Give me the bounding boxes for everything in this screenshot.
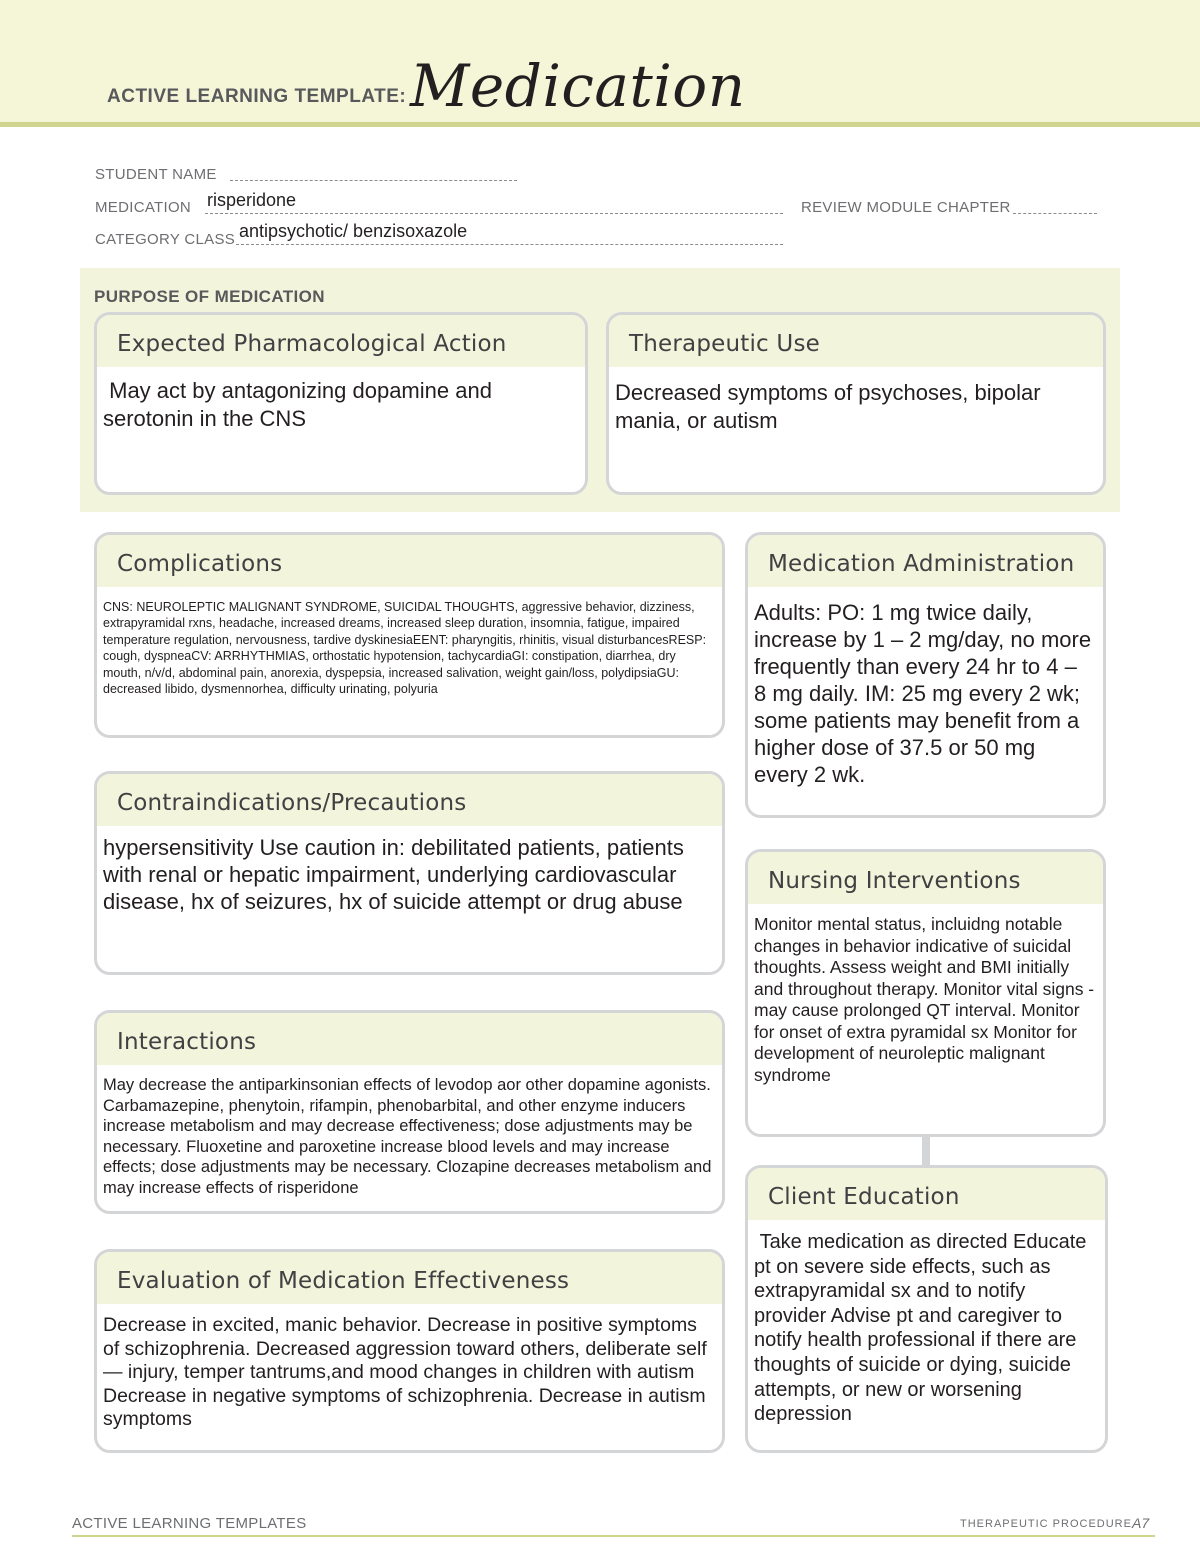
therapeutic-use-box [606,312,1106,495]
purpose-label: PURPOSE OF MEDICATION [94,287,325,306]
nursing-text: Monitor mental status, incluidng notable changes in behavior indicative of suicidal thoughts. Assess weight and BMI initially and throughout therapy. Monitor vital signs - may cause prolonged QT interval. Monitor for onset of extra pyramidal sx Monitor for development of neuroleptic malignant syndrome [754,914,1095,1085]
evaluation-box [94,1249,725,1453]
box-connector [922,1135,930,1165]
therapeutic-use-text: Decreased symptoms of psychoses, bipolar mania, or autism [615,380,1041,433]
page-number: A7 [1132,1515,1150,1531]
nursing-title: Nursing Interventions [748,852,1103,904]
interactions-box [94,1010,725,1214]
administration-title: Medication Administration [748,535,1103,587]
interactions-title: Interactions [97,1013,722,1065]
header-divider [0,122,1200,127]
therapeutic-use-title: Therapeutic Use [609,315,1103,367]
complications-text: CNS: NEUROLEPTIC MALIGNANT SYNDROME, SUICIDAL THOUGHTS, aggressive behavior, dizziness, extrapyramidal rxns, headache, increased dreams, increased sleep duration, insomnia, fatigue, impaired temperature regulation, nervousness, tardive dyskinesiaEENT: pharyngitis, rhinitis, visual disturbancesRESP: cough, dyspneaCV: ARRHYTHMIAS, orthostatic hypotension, tachycardiaGI: constipation, diarrhea, dry mouth, n/v/d, abdominal pain, anorexia, dyspepsia, increased salivation, weight gain/loss, polydipsiaGU: decreased libido, dysmennorhea, difficulty urinating, polyuria [103,600,707,697]
evaluation-title: Evaluation of Medication Effectiveness [97,1252,722,1304]
expected-action-title: Expected Pharmacological Action [97,315,585,367]
review-module-line[interactable] [1013,213,1097,214]
footer-left: ACTIVE LEARNING TEMPLATES [72,1515,307,1532]
medication-label: MEDICATION [95,199,192,216]
page-title: Medication [410,52,746,120]
footer-right: THERAPEUTIC PROCEDURE [960,1518,1132,1530]
nursing-box [745,849,1106,1137]
administration-box [745,532,1106,818]
student-name-line[interactable] [230,180,517,181]
evaluation-text: Decrease in excited, manic behavior. Decrease in positive symptoms of schizophrenia. Decreased aggression toward others, deliberate self — injury, temper tantrums,and mood changes in children with autism Decrease in negative symptoms of schizophrenia. Decrease in autism symptoms [103,1314,707,1431]
expected-action-text: May act by antagonizing dopamine and serotonin in the CNS [103,378,499,431]
category-class-line[interactable] [236,244,783,245]
contraindications-box [94,771,725,975]
footer-divider [72,1535,1155,1537]
administration-text: Adults: PO: 1 mg twice daily, increase by 1 – 2 mg/day, no more frequently than every 24 hr to 4 – 8 mg daily. IM: 25 mg every 2 wk; some patients may benefit from a higher dose of 37.5 or 50 mg every 2 wk. [754,600,1092,787]
category-class-value: antipsychotic/ benzisoxazole [239,221,468,241]
interactions-text: May decrease the antiparkinsonian effects of levodop aor other dopamine agonists. Carbamazepine, phenytoin, rifampin, phenobarbital, and other enzyme inducers increase metabolism and may decrease effectiveness; dose adjustments may be necessary. Fluoxetine and paroxetine increase blood levels and may increase effects; dose adjustments may be necessary. Clozapine decreases metabolism and may increase effects of risperidone [103,1076,712,1197]
education-title: Client Education [748,1168,1105,1220]
contraindications-text: hypersensitivity Use caution in: debilitated patients, patients with renal or hepatic impairment, underlying cardiovascular disease, hx of seizures, hx of suicide attempt or drug abuse [103,835,684,914]
category-class-label: CATEGORY CLASS [95,231,236,248]
medication-line[interactable] [205,213,783,214]
expected-action-box [94,312,588,495]
contraindications-title: Contraindications/Precautions [97,774,722,826]
review-module-label: REVIEW MODULE CHAPTER [801,199,1011,216]
complications-title: Complications [97,535,722,587]
medication-value: risperidone [207,190,297,210]
education-box [745,1165,1108,1453]
education-text: Take medication as directed Educate pt on severe side effects, such as extrapyramidal sx and to notify provider Advise pt and caregiver to notify health professional if there are thoughts of suicide or dying, suicide attempts, or new or worsening depression [754,1231,1092,1426]
template-label: ACTIVE LEARNING TEMPLATE: [107,86,407,107]
complications-box [94,532,725,738]
student-name-label: STUDENT NAME [95,166,217,183]
